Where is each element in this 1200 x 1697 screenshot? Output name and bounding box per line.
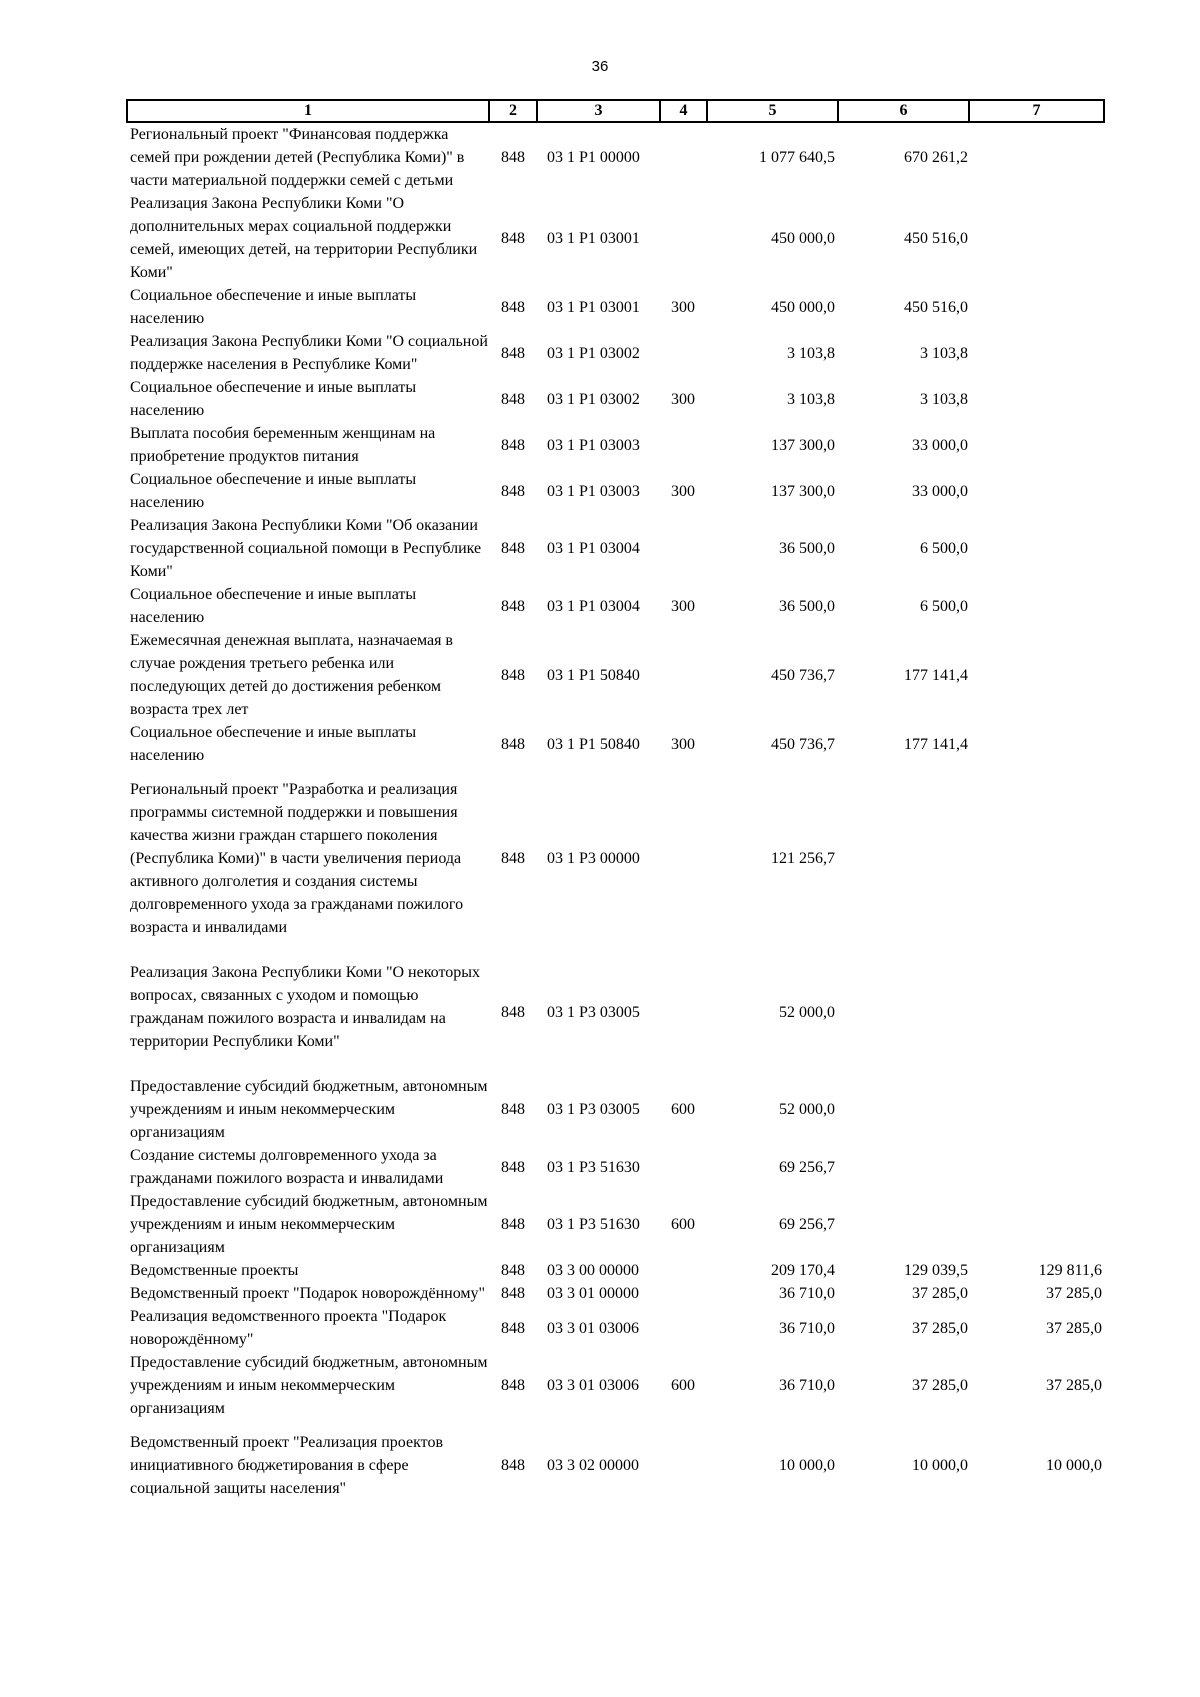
row-amount-col5: 36 710,0: [779, 1377, 835, 1394]
table-row: [127, 468, 1104, 514]
row-amount-col7: 10 000,0: [1046, 1457, 1102, 1474]
row-expense-type: 300: [671, 735, 695, 753]
row-admin-code: 848: [501, 149, 525, 166]
row-name: Ежемесячная денежная выплата, назначаемая в случае рождения третьего ребенка или последующих детей до достижения ребенком возраста трех лет: [130, 632, 453, 718]
table-row: [127, 583, 1104, 629]
table-body: [127, 122, 1104, 1511]
row-amount-col7: [969, 514, 1104, 583]
row-amount-col6: 177 141,4: [904, 735, 968, 753]
table-row: [127, 192, 1104, 284]
row-admin-code: 848: [501, 229, 525, 247]
row-amount-col5: 450 000,0: [771, 298, 835, 316]
row-amount-col7: [969, 376, 1104, 422]
row-expense-type: 600: [671, 1216, 695, 1233]
row-amount-col5: 450 736,7: [771, 735, 835, 753]
table-row: [127, 1144, 1104, 1190]
row-amount-col5: 52 000,0: [779, 1101, 835, 1118]
row-amount-col5: 36 500,0: [779, 597, 835, 615]
row-admin-code: 848: [501, 1457, 525, 1474]
row-target-article: 03 1 P1 03001: [547, 298, 640, 316]
row-target-article: 03 1 P1 03002: [547, 344, 640, 362]
table-row: [127, 1351, 1104, 1420]
row-amount-col5: 36 500,0: [779, 540, 835, 557]
row-expense-type: [660, 1420, 707, 1511]
row-expense-type: [660, 330, 707, 376]
row-name: Реализация Закона Республики Коми "О социальной поддержке населения в Республике Коми": [130, 333, 488, 373]
row-target-article: 03 1 P3 03005: [547, 1004, 640, 1021]
row-amount-col7: [969, 583, 1104, 629]
row-amount-col7: [969, 1190, 1104, 1259]
row-expense-type: 300: [671, 597, 695, 615]
row-expense-type: 600: [671, 1377, 695, 1394]
row-amount-col5: 137 300,0: [771, 482, 835, 500]
row-expense-type: [660, 1305, 707, 1351]
row-admin-code: 848: [501, 390, 525, 408]
row-name: Предоставление субсидий бюджетным, автономным учреждениям и иным некоммерческим организациям: [130, 1354, 488, 1417]
table-row: [127, 1259, 1104, 1282]
row-target-article: 03 1 P3 51630: [547, 1158, 640, 1176]
table-row: [127, 1420, 1104, 1511]
column-header-7: 7: [969, 100, 1104, 122]
row-amount-col5: 137 300,0: [771, 436, 835, 454]
row-amount-col5: 69 256,7: [779, 1158, 835, 1176]
row-amount-col7: 37 285,0: [1046, 1285, 1102, 1302]
row-expense-type: 300: [671, 298, 695, 316]
row-amount-col6: 6 500,0: [920, 597, 968, 615]
row-amount-col6: 450 516,0: [904, 298, 968, 316]
row-target-article: 03 1 P1 03004: [547, 540, 640, 557]
row-amount-col7: [969, 629, 1104, 721]
row-admin-code: 848: [501, 298, 525, 316]
row-amount-col6: [838, 1075, 969, 1144]
row-admin-code: 848: [501, 850, 525, 867]
row-admin-code: 848: [501, 1158, 525, 1176]
row-expense-type: [660, 192, 707, 284]
row-name: Реализация Закона Республики Коми "Об оказании государственной социальной помощи в Республике Коми": [130, 517, 482, 580]
row-amount-col6: 37 285,0: [912, 1285, 968, 1302]
row-name: Региональный проект "Разработка и реализация программы системной поддержки и повышения качества жизни граждан старшего поколения (Республика Коми)" в части увеличения периода активного долголетия и создания системы долговременного ухода за гражданами пожилого возраста и инвалидами: [130, 781, 464, 936]
row-admin-code: 848: [501, 1377, 525, 1394]
row-target-article: 03 3 02 00000: [547, 1457, 639, 1474]
row-target-article: 03 1 P1 50840: [547, 666, 640, 684]
row-name: Предоставление субсидий бюджетным, автономным учреждениям и иным некоммерческим организациям: [130, 1078, 488, 1141]
row-amount-col5: 450 000,0: [771, 229, 835, 247]
row-expense-type: [660, 422, 707, 468]
table-row: [127, 422, 1104, 468]
row-amount-col7: 37 285,0: [1046, 1319, 1102, 1337]
row-amount-col6: [838, 950, 969, 1075]
row-admin-code: 848: [501, 482, 525, 500]
row-expense-type: [660, 1259, 707, 1282]
row-amount-col6: 33 000,0: [912, 482, 968, 500]
row-amount-col6: 33 000,0: [912, 436, 968, 454]
row-expense-type: [660, 950, 707, 1075]
row-amount-col5: 3 103,8: [787, 390, 835, 408]
row-amount-col5: 450 736,7: [771, 666, 835, 684]
row-admin-code: 848: [501, 344, 525, 362]
row-amount-col5: 52 000,0: [779, 1004, 835, 1021]
row-amount-col7: [969, 468, 1104, 514]
row-admin-code: 848: [501, 666, 525, 684]
row-target-article: 03 1 P3 03005: [547, 1101, 640, 1118]
table-row: [127, 330, 1104, 376]
row-amount-col5: 36 710,0: [779, 1319, 835, 1337]
row-admin-code: 848: [501, 1004, 525, 1021]
table-row: [127, 1190, 1104, 1259]
row-admin-code: 848: [501, 436, 525, 454]
row-target-article: 03 1 P1 50840: [547, 735, 640, 753]
row-target-article: 03 3 01 00000: [547, 1285, 639, 1302]
table-row: [127, 721, 1104, 767]
row-admin-code: 848: [501, 1262, 525, 1279]
row-amount-col7: [969, 122, 1104, 192]
row-name: Ведомственный проект "Подарок новорождённому": [130, 1285, 486, 1302]
row-target-article: 03 1 P1 03001: [547, 229, 640, 247]
row-expense-type: [660, 514, 707, 583]
row-admin-code: 848: [501, 1101, 525, 1118]
budget-table: [126, 99, 1105, 1511]
row-expense-type: [660, 767, 707, 950]
row-admin-code: 848: [501, 735, 525, 753]
row-admin-code: 848: [501, 1216, 525, 1233]
row-amount-col7: [969, 721, 1104, 767]
row-name: Реализация Закона Республики Коми "О дополнительных мерах социальной поддержки семей, имеющих детей, на территории Республики Коми": [130, 195, 478, 281]
column-header-6: 6: [838, 100, 969, 122]
row-expense-type: [660, 122, 707, 192]
row-expense-type: [660, 629, 707, 721]
row-name: Социальное обеспечение и иные выплаты населению: [130, 379, 417, 419]
row-name: Реализация Закона Республики Коми "О некоторых вопросах, связанных с уходом и помощью гражданам пожилого возраста и инвалидам на территории Республики Коми": [130, 964, 480, 1050]
row-name: Социальное обеспечение и иные выплаты населению: [130, 586, 417, 626]
row-expense-type: 300: [671, 390, 695, 408]
row-amount-col7: [969, 1075, 1104, 1144]
row-expense-type: 600: [671, 1101, 695, 1118]
row-amount-col6: 3 103,8: [920, 344, 968, 362]
row-name: Выплата пособия беременным женщинам на приобретение продуктов питания: [130, 425, 436, 465]
row-amount-col6: 37 285,0: [912, 1377, 968, 1394]
column-header-1: 1: [127, 100, 489, 122]
row-amount-col5: 209 170,4: [771, 1262, 835, 1279]
row-amount-col6: 450 516,0: [904, 229, 968, 247]
row-name: Предоставление субсидий бюджетным, автономным учреждениям и иным некоммерческим организациям: [130, 1193, 488, 1256]
row-amount-col5: 36 710,0: [779, 1285, 835, 1302]
row-amount-col6: 3 103,8: [920, 390, 968, 408]
row-name: Ведомственные проекты: [130, 1262, 299, 1279]
row-amount-col6: [838, 1190, 969, 1259]
row-target-article: 03 1 P1 00000: [547, 149, 640, 166]
row-expense-type: [660, 1282, 707, 1305]
table-row: [127, 950, 1104, 1075]
row-amount-col7: [969, 192, 1104, 284]
column-header-5: 5: [707, 100, 838, 122]
table-row: [127, 376, 1104, 422]
row-amount-col5: 10 000,0: [779, 1457, 835, 1474]
row-target-article: 03 1 P1 03004: [547, 597, 640, 615]
row-name: Социальное обеспечение и иные выплаты населению: [130, 287, 417, 327]
row-target-article: 03 1 P3 00000: [547, 850, 640, 867]
row-amount-col7: [969, 422, 1104, 468]
row-amount-col6: [838, 1144, 969, 1190]
table-row: [127, 767, 1104, 950]
column-header-3: 3: [537, 100, 660, 122]
row-expense-type: [660, 1144, 707, 1190]
table-row: [127, 1075, 1104, 1144]
row-amount-col6: 6 500,0: [920, 540, 968, 557]
row-target-article: 03 1 P3 51630: [547, 1216, 640, 1233]
table-row: [127, 1282, 1104, 1305]
table-row: [127, 514, 1104, 583]
row-amount-col6: 129 039,5: [904, 1262, 968, 1279]
row-target-article: 03 1 P1 03003: [547, 436, 640, 454]
page-number: 36: [591, 58, 609, 75]
row-amount-col7: 129 811,6: [1038, 1262, 1102, 1279]
table-row: [127, 122, 1104, 192]
row-amount-col6: 177 141,4: [904, 666, 968, 684]
row-amount-col7: [969, 1144, 1104, 1190]
row-target-article: 03 3 01 03006: [547, 1319, 639, 1337]
row-amount-col7: [969, 767, 1104, 950]
row-amount-col5: 69 256,7: [779, 1216, 835, 1233]
row-amount-col6: 10 000,0: [912, 1457, 968, 1474]
row-admin-code: 848: [501, 597, 525, 615]
row-admin-code: 848: [501, 1319, 525, 1337]
row-amount-col6: 37 285,0: [912, 1319, 968, 1337]
row-admin-code: 848: [501, 540, 525, 557]
row-name: Социальное обеспечение и иные выплаты населению: [130, 724, 417, 764]
row-target-article: 03 3 00 00000: [547, 1262, 639, 1279]
row-name: Создание системы долговременного ухода за гражданами пожилого возраста и инвалидами: [130, 1147, 444, 1187]
row-amount-col6: 670 261,2: [904, 149, 968, 166]
row-amount-col7: [969, 330, 1104, 376]
row-target-article: 03 1 P1 03002: [547, 390, 640, 408]
row-amount-col7: [969, 284, 1104, 330]
column-header-4: 4: [660, 100, 707, 122]
row-target-article: 03 3 01 03006: [547, 1377, 639, 1394]
row-amount-col5: 3 103,8: [787, 344, 835, 362]
table-row: [127, 629, 1104, 721]
row-name: Ведомственный проект "Реализация проектов инициативного бюджетирования в сфере социальной защиты населения": [130, 1434, 443, 1497]
table-row: [127, 284, 1104, 330]
row-amount-col7: [969, 950, 1104, 1075]
table-row: [127, 1305, 1104, 1351]
row-amount-col5: 1 077 640,5: [759, 149, 835, 166]
table-header-row: [127, 100, 1104, 122]
row-name: Социальное обеспечение и иные выплаты населению: [130, 471, 417, 511]
row-name: Региональный проект "Финансовая поддержка семей при рождении детей (Республика Коми)" в части материальной поддержки семей с детьми: [130, 126, 465, 189]
row-amount-col5: 121 256,7: [771, 850, 835, 867]
row-admin-code: 848: [501, 1285, 525, 1302]
row-amount-col7: 37 285,0: [1046, 1377, 1102, 1394]
column-header-2: 2: [489, 100, 537, 122]
row-expense-type: 300: [671, 482, 695, 500]
row-amount-col6: [838, 767, 969, 950]
row-target-article: 03 1 P1 03003: [547, 482, 640, 500]
row-name: Реализация ведомственного проекта "Подарок новорождённому": [130, 1308, 447, 1348]
